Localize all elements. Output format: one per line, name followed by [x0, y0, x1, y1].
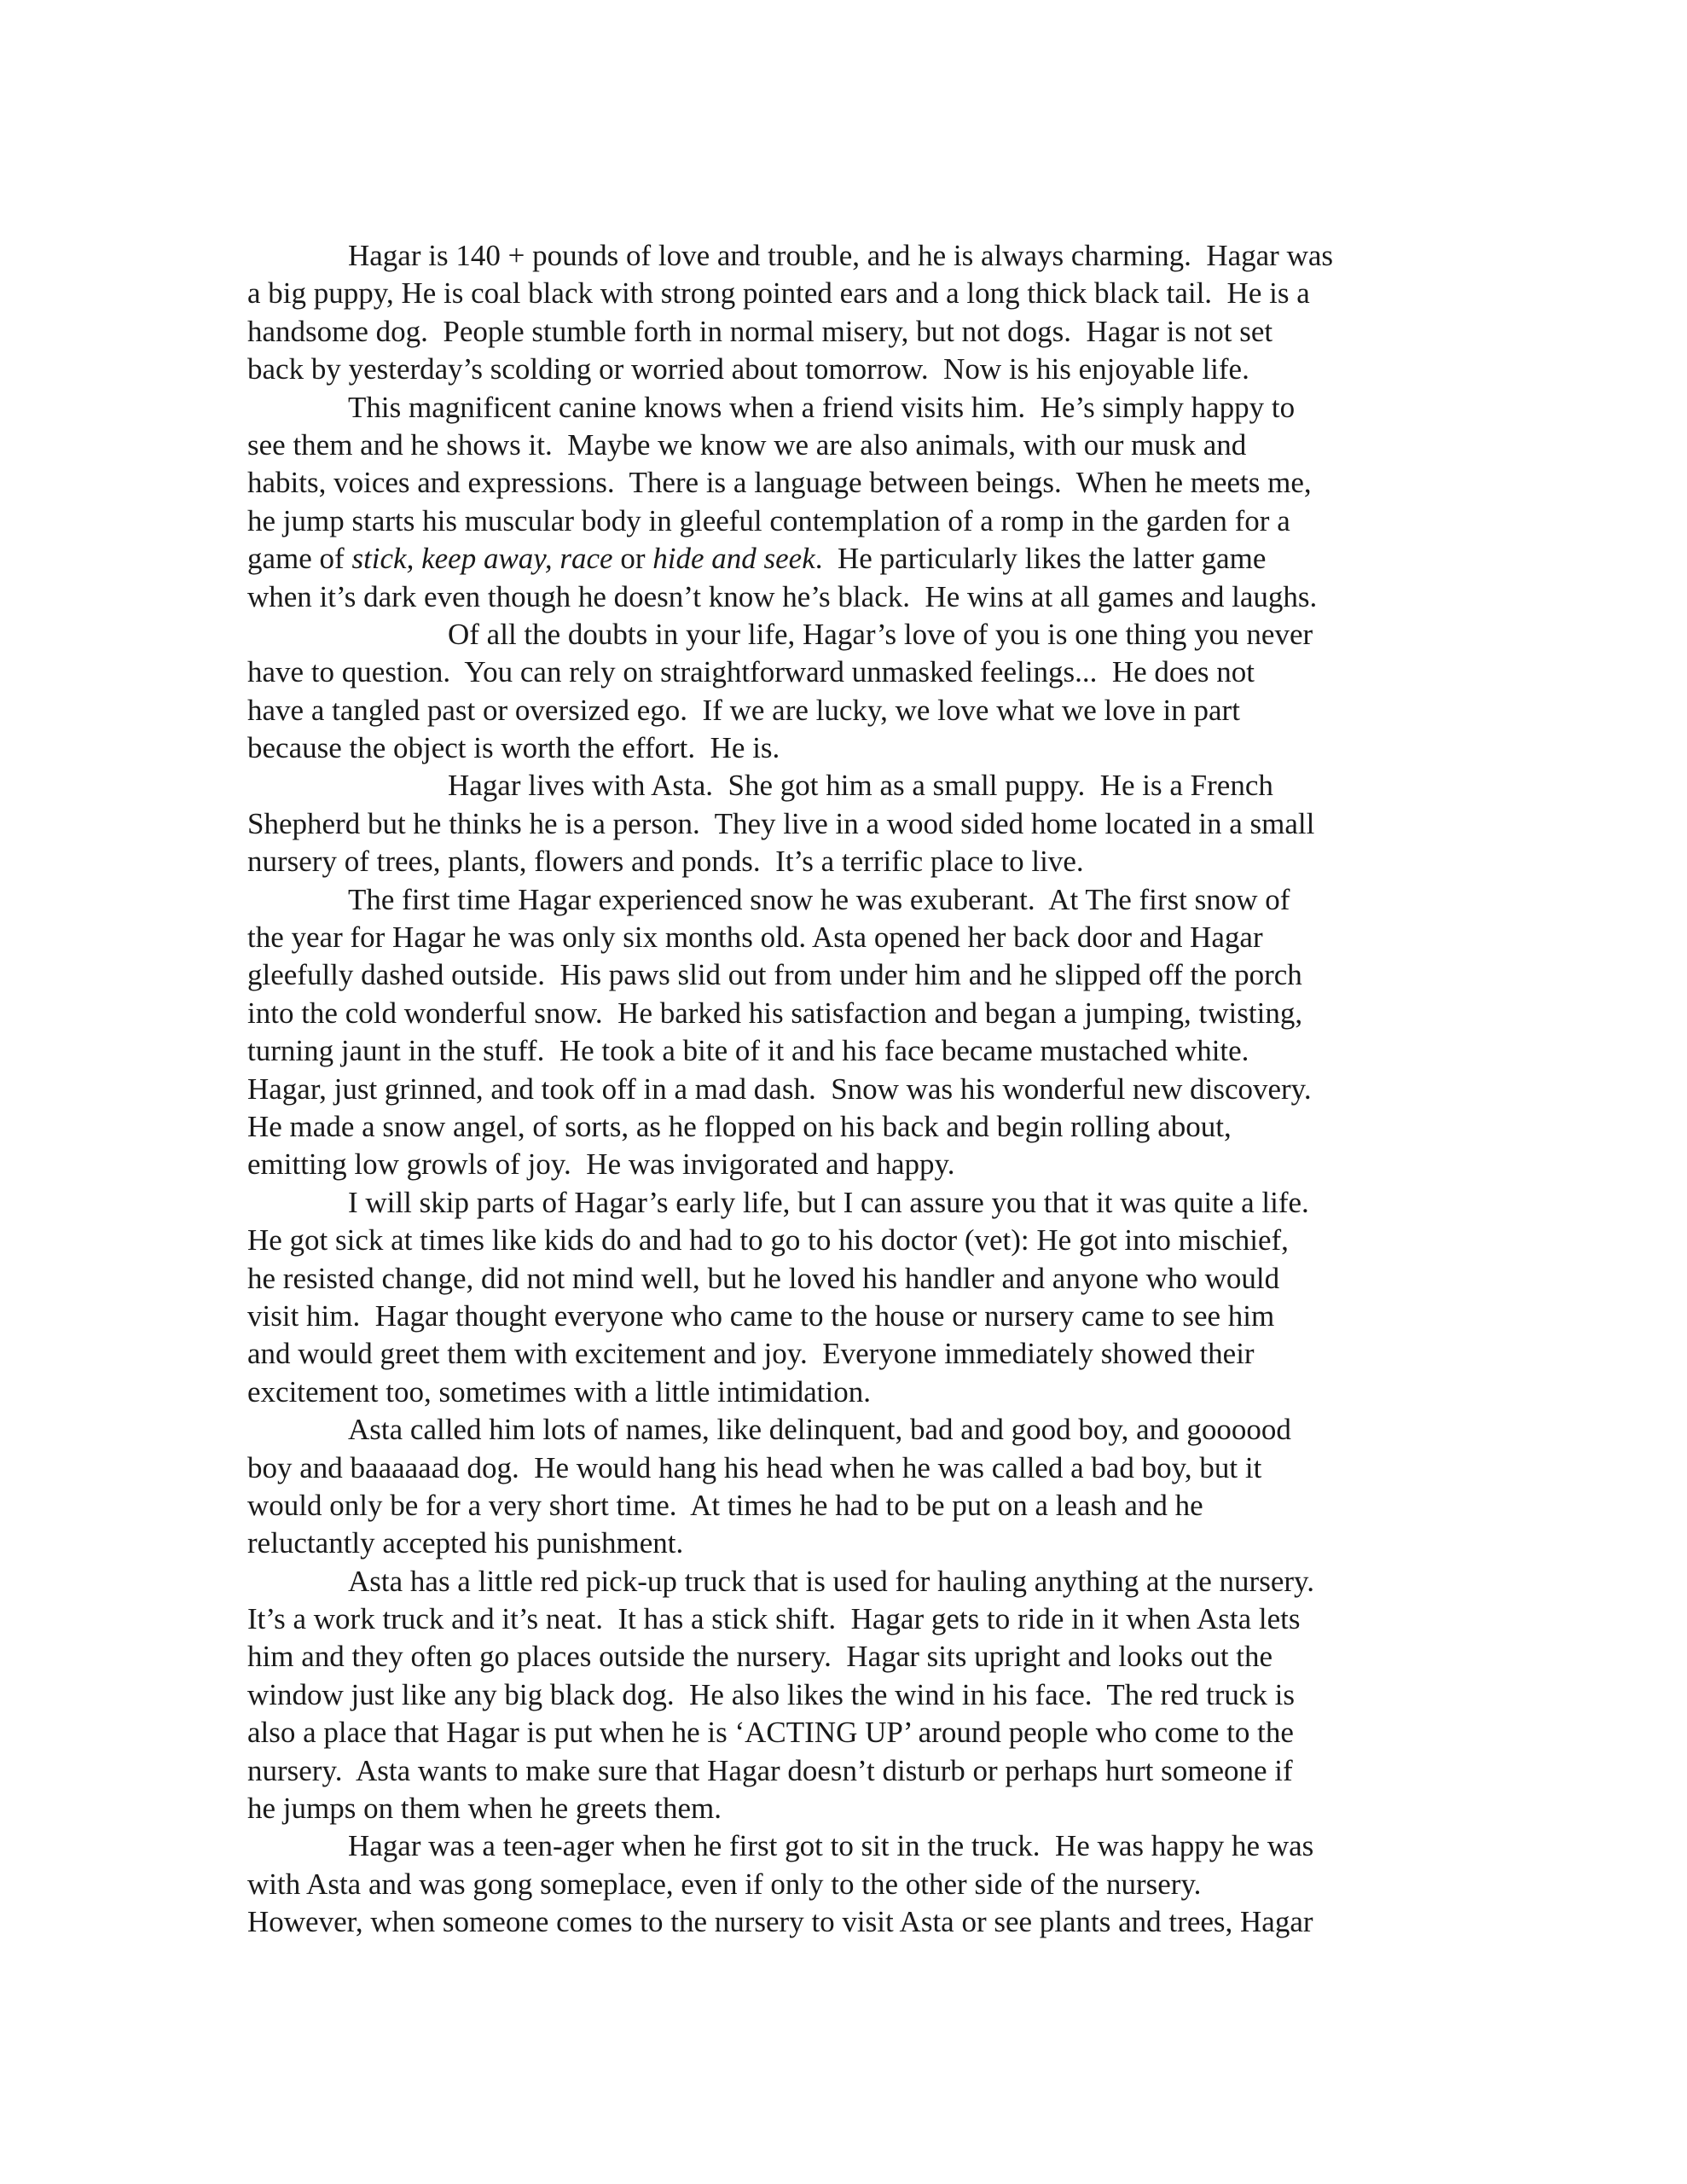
paragraph-line: and would greet them with excitement and joy. Everyone immediately showed their: [247, 1337, 1255, 1371]
paragraph-line: reluctantly accepted his punishment.: [247, 1526, 684, 1560]
paragraph-line: see them and he shows it. Maybe we know we are also animals, with our musk and: [247, 427, 1247, 462]
paragraph-line: Of all the doubts in your life, Hagar’s love of you is one thing you never: [448, 617, 1313, 651]
paragraph-line: Asta has a little red pick-up truck that is used for hauling anything at the nursery.: [348, 1564, 1314, 1598]
paragraph-line: when it’s dark even though he doesn’t know he’s black. He wins at all games and laughs.: [247, 579, 1318, 613]
paragraph-line: back by yesterday’s scolding or worried about tomorrow. Now is his enjoyable life.: [247, 352, 1249, 386]
paragraph-line: He made a snow angel, of sorts, as he flopped on his back and begin rolling about,: [247, 1109, 1232, 1143]
paragraph-line: have to question. You can rely on straightforward unmasked feelings... He does not: [247, 655, 1255, 689]
paragraph-line: However, when someone comes to the nursery to visit Asta or see plants and trees, Hagar: [247, 1905, 1313, 1939]
paragraph-line: It’s a work truck and it’s neat. It has a stick shift. Hagar gets to ride in it when Asta lets: [247, 1602, 1301, 1636]
paragraph-line: he jumps on them when he greets them.: [247, 1792, 722, 1826]
paragraph-line: he jump starts his muscular body in gleeful contemplation of a romp in the garden for a: [247, 503, 1290, 537]
paragraph-line: The first time Hagar experienced snow he was exuberant. At The first snow of: [348, 882, 1290, 916]
paragraph-line: because the object is worth the effort. He is.: [247, 731, 780, 765]
paragraph-line: boy and baaaaaad dog. He would hang his head when he was called a bad boy, but it: [247, 1450, 1262, 1484]
paragraph-line: the year for Hagar he was only six months old. Asta opened her back door and Hagar: [247, 921, 1263, 955]
paragraph-line: [247, 540, 1441, 578]
paragraph-line: emitting low growls of joy. He was invigorated and happy.: [247, 1147, 955, 1182]
paragraph-line: have a tangled past or oversized ego. If we are lucky, we love what we love in part: [247, 693, 1240, 727]
italic-text: stick, keep away, race: [351, 542, 613, 576]
paragraph-line: also a place that Hagar is put when he is ‘ACTING UP’ around people who come to the: [247, 1716, 1294, 1750]
paragraph-line: I will skip parts of Hagar’s early life, but I can assure you that it was quite a life.: [348, 1185, 1309, 1219]
paragraph-line: turning jaunt in the stuff. He took a bite of it and his face became mustached white.: [247, 1034, 1249, 1068]
paragraph-line: would only be for a very short time. At times he had to be put on a leash and he: [247, 1488, 1203, 1522]
paragraph-line: Hagar is 140 + pounds of love and trouble, and he is always charming. Hagar was: [348, 239, 1333, 272]
paragraph-line: window just like any big black dog. He also likes the wind in his face. The red truck is: [247, 1677, 1295, 1711]
paragraph-line: nursery of trees, plants, flowers and ponds. It’s a terrific place to live.: [247, 845, 1084, 879]
paragraph-line: This magnificent canine knows when a friend visits him. He’s simply happy to: [348, 390, 1296, 424]
paragraph-line: he resisted change, did not mind well, but he loved his handler and anyone who would: [247, 1261, 1280, 1295]
text-run: . He particularly likes the latter game: [815, 542, 1267, 576]
paragraph-line: excitement too, sometimes with a little intimidation.: [247, 1374, 871, 1409]
paragraph-line: him and they often go places outside the nursery. Hagar sits upright and looks out the: [247, 1640, 1273, 1674]
paragraph-line: visit him. Hagar thought everyone who came to the house or nursery came to see him: [247, 1298, 1275, 1333]
paragraph-line: nursery. Asta wants to make sure that Hagar doesn’t disturb or perhaps hurt someone if: [247, 1753, 1293, 1787]
paragraph-line: Hagar, just grinned, and took off in a mad dash. Snow was his wonderful new discovery.: [247, 1072, 1312, 1106]
paragraph-line: gleefully dashed outside. His paws slid out from under him and he slipped off the porch: [247, 958, 1302, 992]
paragraph-line: with Asta and was gong someplace, even if only to the other side of the nursery.: [247, 1867, 1202, 1901]
paragraph-line: into the cold wonderful snow. He barked his satisfaction and began a jumping, twisting,: [247, 996, 1303, 1030]
paragraph-line: habits, voices and expressions. There is a language between beings. When he meets me,: [247, 466, 1312, 500]
paragraph-line: He got sick at times like kids do and had to go to his doctor (vet): He got into mischief,: [247, 1223, 1289, 1258]
paragraph-line: Hagar was a teen-ager when he first got to sit in the truck. He was happy he was: [348, 1829, 1314, 1863]
paragraph-line: Asta called him lots of names, like delinquent, bad and good boy, and goooood: [348, 1413, 1291, 1447]
paragraph-line: Hagar lives with Asta. She got him as a small puppy. He is a French: [448, 769, 1273, 803]
text-run: game of: [247, 542, 352, 576]
paragraph-line: a big puppy, He is coal black with strong pointed ears and a long thick black tail. He is a: [247, 276, 1310, 311]
paragraph-line: Shepherd but he thinks he is a person. They live in a wood sided home located in a small: [247, 806, 1315, 840]
document-page: [247, 237, 1441, 1942]
text-run: or: [612, 542, 653, 576]
paragraph-line: handsome dog. People stumble forth in normal misery, but not dogs. Hagar is not set: [247, 314, 1273, 348]
italic-text: hide and seek: [652, 542, 815, 576]
